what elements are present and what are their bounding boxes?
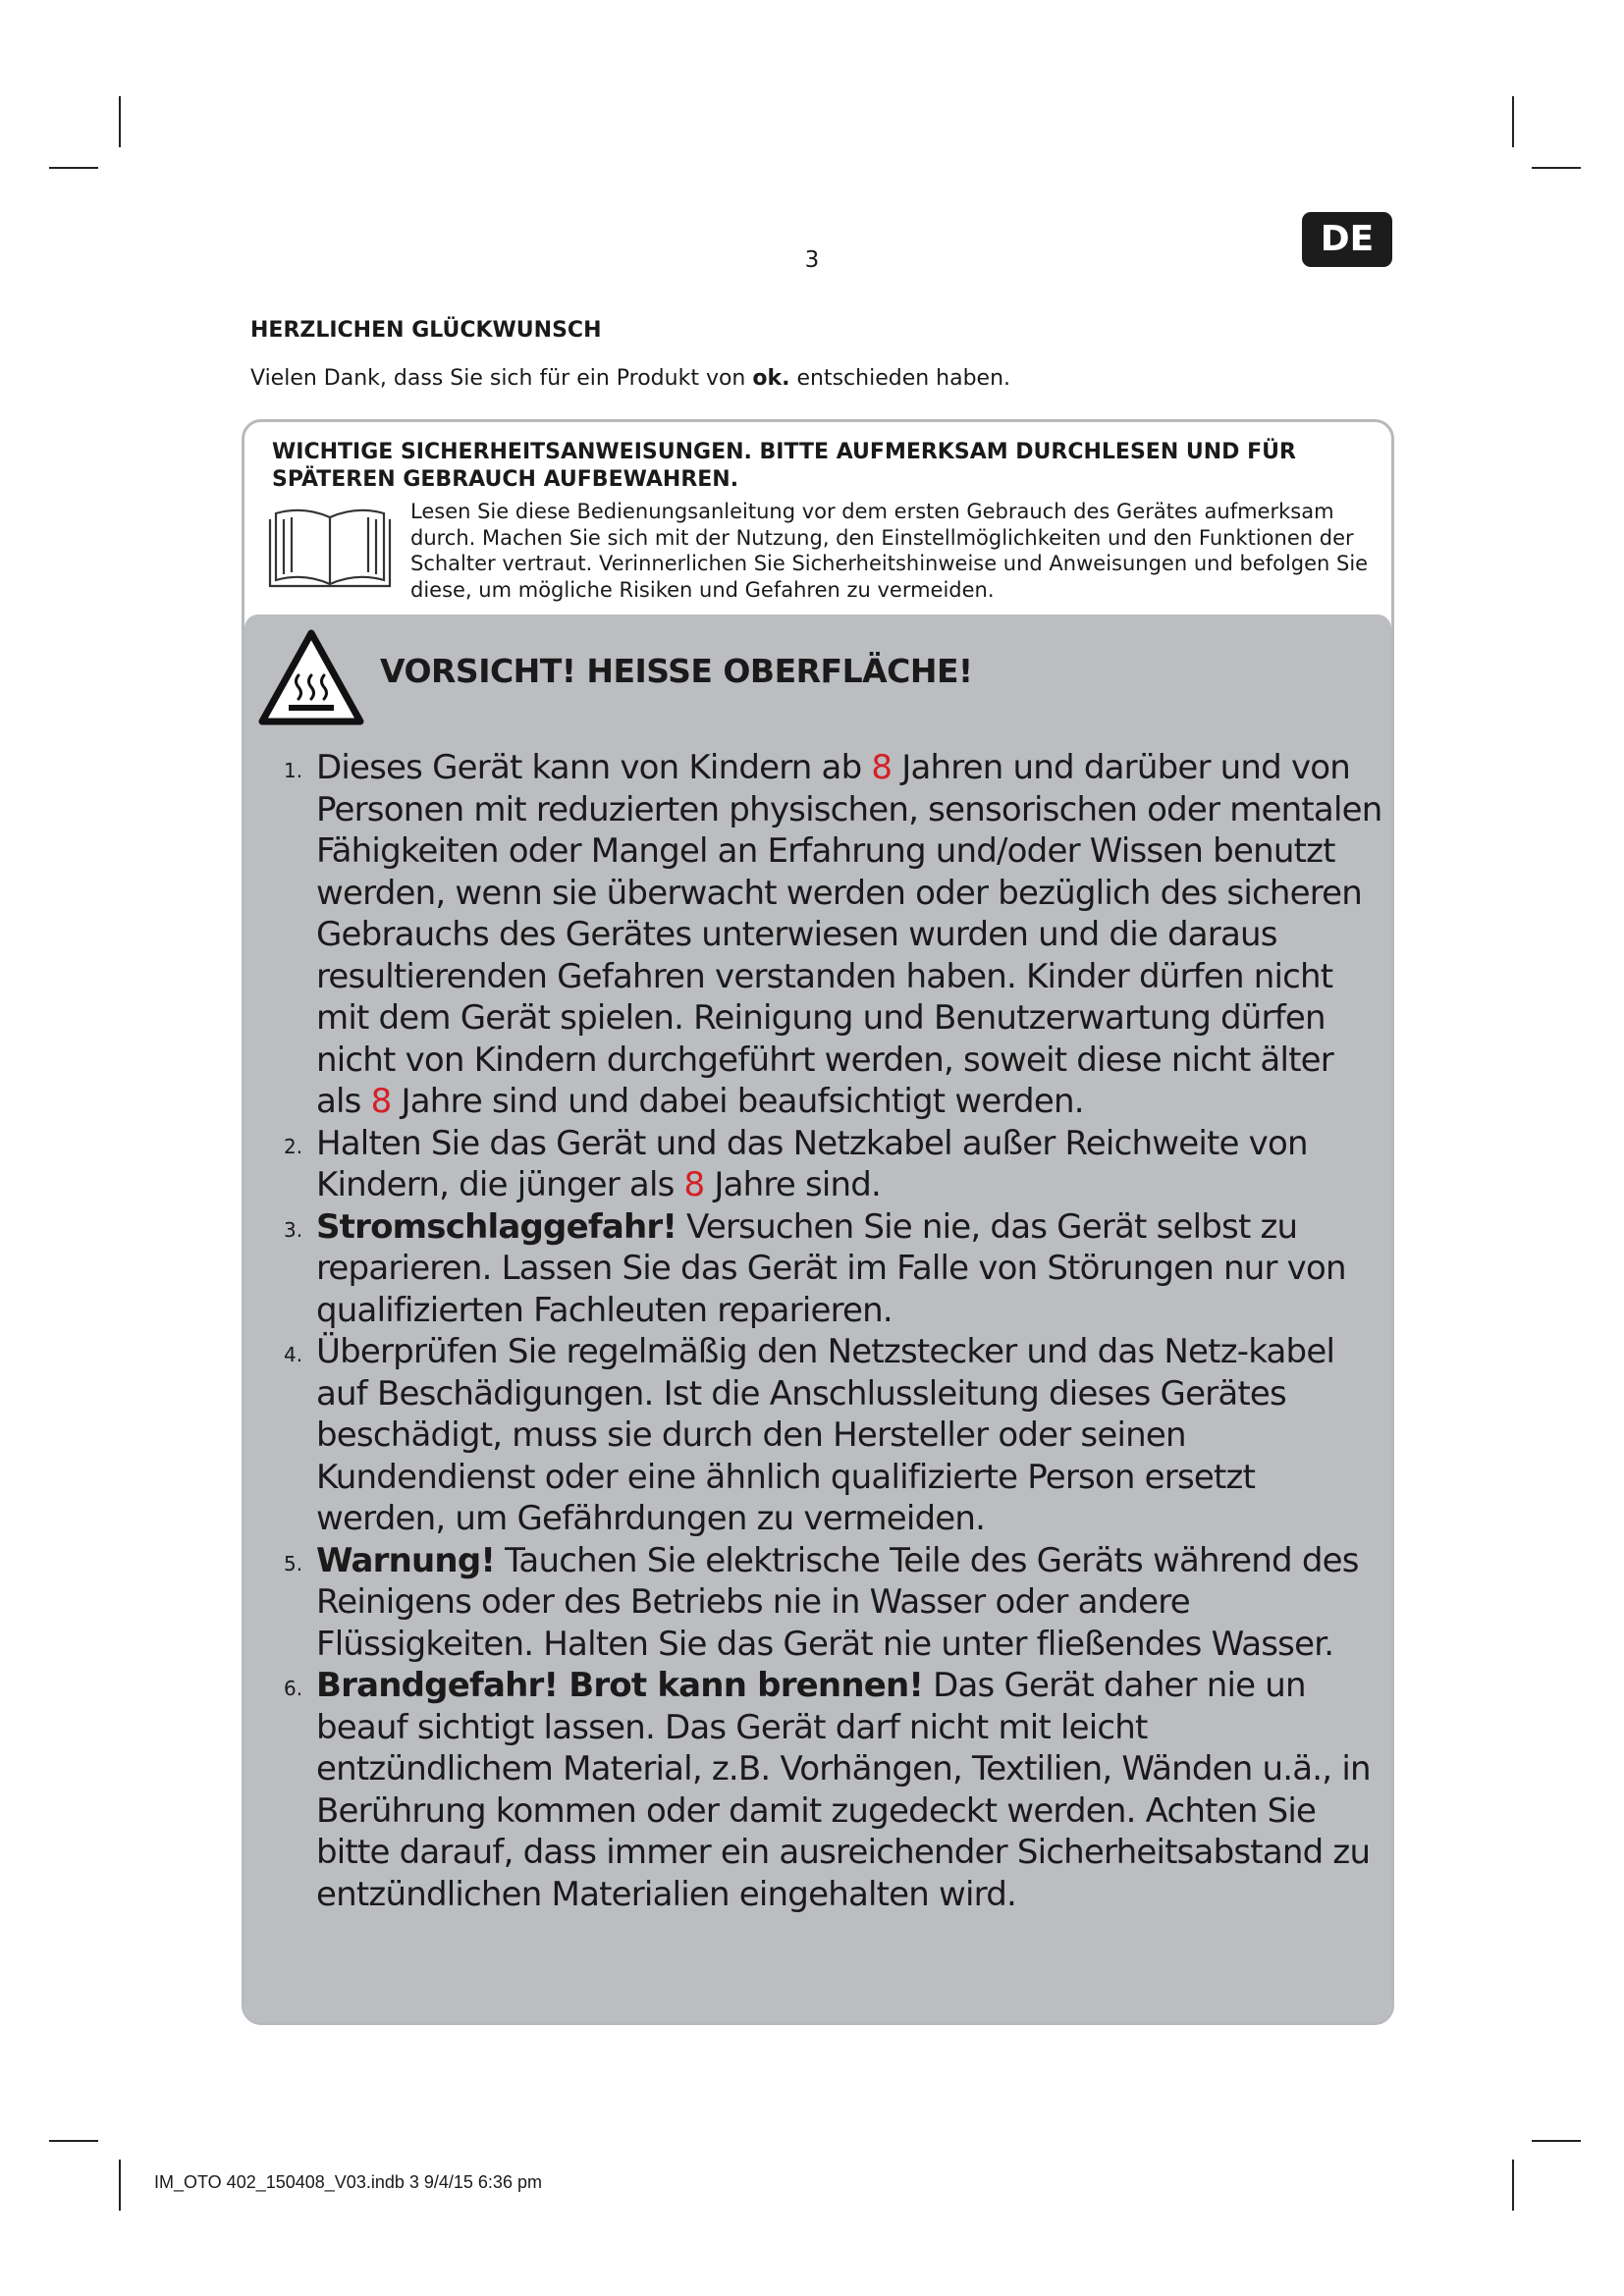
item-number: 1. [284,759,303,782]
item-warning-label: Stromschlaggefahr! [316,1206,677,1247]
item-text: Halten Sie das Gerät und das Netzkabel außer Reichweite von Kindern, die jünger als [316,1123,1308,1204]
warning-title: VORSICHT! HEISSE OBERFLÄCHE! [380,652,973,690]
item-number: 5. [284,1551,303,1575]
instruction-list [284,747,1383,1915]
item-number: 4. [284,1343,303,1366]
crop-mark [1512,96,1514,147]
instruction-item [284,1665,1383,1915]
thanks-line [250,366,1010,391]
page-number: 3 [804,247,820,273]
item-warning-label: Warnung! [316,1540,496,1580]
age-highlight: 8 [683,1165,705,1204]
item-text: Jahren und darüber und von Personen mit reduzierten physischen, sensorischen oder mentalen Fähigkeiten oder Mangel an Erfahrung und/oder Wissen benutzt werden, wenn sie überwacht werden oder bezüglich des sicheren Gebrauchs des Gerätes unterwiesen wurden und die daraus resultierenden Gefahren verstanden haben. Kinder dürfen nicht mit dem Gerät spielen. Reinigung und Benutzerwartung dürfen nicht von Kindern durchgeführt werden, soweit diese nicht älter als [316,748,1382,1121]
brand-name: ok. [752,366,790,391]
instruction-item [284,1123,1383,1206]
crop-mark [119,2160,121,2211]
print-info: IM_OTO 402_150408_V03.indb 3 9/4/15 6:36 pm [154,2172,542,2192]
instruction-item [284,747,1383,1123]
language-badge: DE [1302,212,1392,267]
age-highlight: 8 [370,1082,392,1121]
item-text: Überprüfen Sie regelmäßig den Netzstecker und das Netz-kabel auf Beschädigungen. Ist die Anschlussleitung dieses Gerätes beschädigt, muss sie durch den Hersteller oder seinen Kundendienst oder eine ähnlich qualifizierte Person ersetzt werden, um Gefährdungen zu vermeiden. [316,1332,1335,1538]
crop-mark [1532,2140,1581,2142]
item-text: Dieses Gerät kann von Kindern ab [316,748,872,787]
congrats-heading: HERZLICHEN GLÜCKWUNSCH [250,318,602,343]
item-text: Jahre sind und dabei beaufsichtigt werden. [391,1082,1084,1121]
safety-box [242,419,1394,2025]
crop-mark [49,2140,98,2142]
instruction-item [284,1331,1383,1540]
notice-text: Lesen Sie diese Bedienungsanleitung vor dem ersten Gebrauch des Gerätes aufmerksam durch. Machen Sie sich mit der Nutzung, den Einstellmöglichkeiten und den Funktionen der Schalter vertraut. Verinnerlichen Sie Sicherheitshinweise und Anweisungen und befolgen Sie diese, um mögliche Risiken und Gefahren zu vermeiden. [410,500,1369,602]
thanks-text-start: Vielen Dank, dass Sie sich für ein Produkt von [250,366,753,391]
warning-panel [244,614,1391,2022]
crop-mark [1532,167,1581,169]
crop-mark [119,96,121,147]
instruction-item [284,1206,1383,1332]
item-number: 3. [284,1217,303,1242]
thanks-text-end: entschieden haben. [789,366,1011,391]
hot-surface-warning-icon [257,628,365,726]
notice-title: WICHTIGE SICHERHEITSANWEISUNGEN. BITTE AUFMERKSAM DURCHLESEN UND FÜR SPÄTEREN GEBRAUCH AUFBEWAHREN. [272,440,1296,492]
item-warning-label: Brandgefahr! Brot kann brennen! [316,1666,924,1705]
item-text: Versuchen Sie nie, das Gerät selbst zu reparieren. Lassen Sie das Gerät im Falle von Störungen nur von qualifizierten Fachleuten reparieren. [316,1206,1346,1330]
item-text: Tauchen Sie elektrische Teile des Geräts während des Reinigens oder des Betriebs nie in Wasser oder andere Flüssigkeiten. Halten Sie das Gerät nie unter fließendes Wasser. [316,1540,1359,1664]
open-book-icon [266,506,394,592]
crop-mark [49,167,98,169]
item-text: Das Gerät daher nie un beauf sichtigt lassen. Das Gerät darf nicht mit leicht entzündlichem Material, z.B. Vorhängen, Textilien, Wänden u.ä., in Berührung kommen oder damit zugedeckt werden. Achten Sie bitte darauf, dass immer ein ausreichender Sicherheitsabstand zu entzündlichen Materialien eingehalten wird. [316,1666,1371,1914]
item-text: Jahre sind. [704,1165,882,1204]
item-number: 2. [284,1134,303,1158]
item-number: 6. [284,1677,303,1700]
crop-mark [1512,2160,1514,2211]
age-highlight: 8 [871,748,893,787]
instruction-item [284,1540,1383,1666]
